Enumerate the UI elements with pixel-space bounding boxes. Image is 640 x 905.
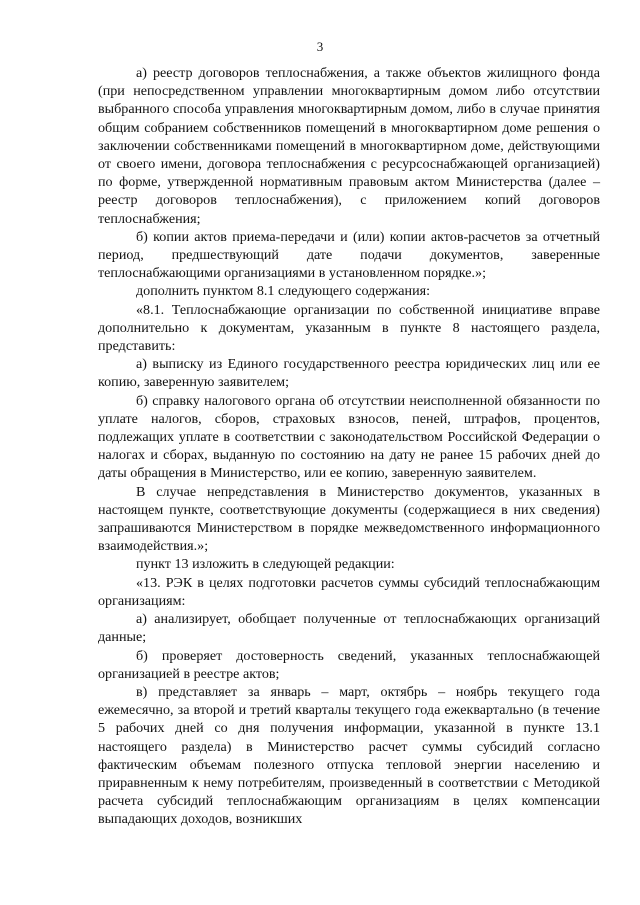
paragraph-5: а) выписку из Единого государственного реестра юридических лиц или ее копию, заверенную заявителем; <box>98 356 600 391</box>
paragraph-1: а) реестр договоров теплоснабжения, а также объектов жилищного фонда (при непосредственном управлении многоквартирным домом либо отсутствии выбранного способа управления многоквартирным домом, либо в случае принятия общим собранием собственников помещений в многоквартирном доме решения о заключении собственниками помещений в многоквартирном доме, действующими от своего имени, договора теплоснабжения с ресурсоснабжающей организацией) по форме, утвержденной нормативным правовым актом Министерства (далее – реестр договоров теплоснабжения), с приложением копий договоров теплоснабжения; <box>98 65 600 227</box>
paragraph-2: б) копии актов приема-передачи и (или) копии актов-расчетов за отчетный период, предшествующий дате подачи документов, заверенные теплоснабжающими организациями в установленном порядке.»; <box>98 228 600 282</box>
paragraph-6: б) справку налогового органа об отсутствии неисполненной обязанности по уплате налогов, сборов, страховых взносов, пеней, штрафов, процентов, подлежащих уплате в соответствии с законодательством Российской Федерации о налогах и сборах, выданную по состоянию на дату не ранее 15 рабочих дней до даты обращения в Министерство, или ее копию, заверенную заявителем. <box>98 392 600 482</box>
document-body <box>98 64 600 829</box>
paragraph-3: дополнить пунктом 8.1 следующего содержания: <box>136 283 431 300</box>
paragraph-9: «13. РЭК в целях подготовки расчетов суммы субсидий теплоснабжающим организациям: <box>98 574 600 609</box>
paragraph-11: б) проверяет достоверность сведений, указанных теплоснабжающей организацией в реестре актов; <box>98 647 600 682</box>
paragraph-4: «8.1. Теплоснабжающие организации по собственной инициативе вправе дополнительно к документам, указанным в пункте 8 настоящего раздела, представить: <box>98 301 600 355</box>
paragraph-12: в) представляет за январь – март, октябрь – ноябрь текущего года ежемесячно, за второй и третий кварталы текущего года ежеквартально (в течение 5 рабочих дней со дня получения информации, указанной в пункте 13.1 настоящего раздела) в Министерство расчет суммы субсидий согласно фактическим объемам полезного отпуска тепловой энергии населению и приравненным к нему потребителям, произведенный в соответствии с Методикой расчета субсидий теплоснабжающим организациям в целях компенсации выпадающих доходов, возникших <box>98 683 600 828</box>
paragraph-10: а) анализирует, обобщает полученные от теплоснабжающих организаций данные; <box>98 611 600 646</box>
page-number: 3 <box>316 39 324 54</box>
paragraph-7: В случае непредставления в Министерство документов, указанных в настоящем пункте, соответствующие документы (содержащиеся в них сведения) запрашиваются Министерством в порядке межведомственного информационного взаимодействия.»; <box>98 483 600 555</box>
paragraph-8: пункт 13 изложить в следующей редакции: <box>136 556 395 573</box>
